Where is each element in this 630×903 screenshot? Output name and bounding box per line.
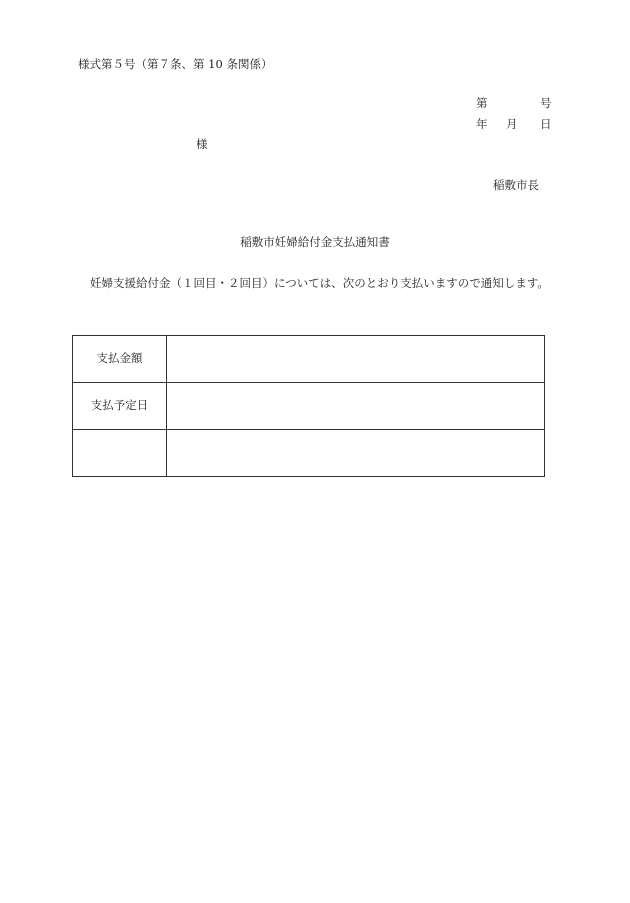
- payment-amount-value: [167, 336, 545, 383]
- document-number-suffix: 号: [540, 96, 552, 110]
- blank-row-value: [167, 430, 545, 477]
- blank-row-label: [73, 430, 167, 477]
- scheduled-payment-date-label: 支払予定日: [73, 383, 167, 430]
- payment-table: [72, 335, 545, 477]
- scheduled-payment-date-value: [167, 383, 545, 430]
- date-day-label: 日: [540, 117, 552, 131]
- date-month-label: 月: [506, 117, 518, 131]
- document-number-prefix: 第: [476, 96, 488, 110]
- body-text: 妊婦支援給付金（１回目・２回目）については、次のとおり支払いますので通知します。: [90, 276, 549, 290]
- table-row: [73, 336, 545, 383]
- table-row: [73, 383, 545, 430]
- payment-amount-label: 支払金額: [73, 336, 167, 383]
- document-title: 稲敷市妊婦給付金支払通知書: [240, 235, 390, 249]
- issuer-name: 稲敷市長: [493, 178, 539, 192]
- form-number: 様式第５号（第７条、第 10 条関係）: [78, 57, 273, 71]
- table-row: [73, 430, 545, 477]
- date-year-label: 年: [476, 117, 488, 131]
- recipient-honorific: 様: [196, 137, 208, 151]
